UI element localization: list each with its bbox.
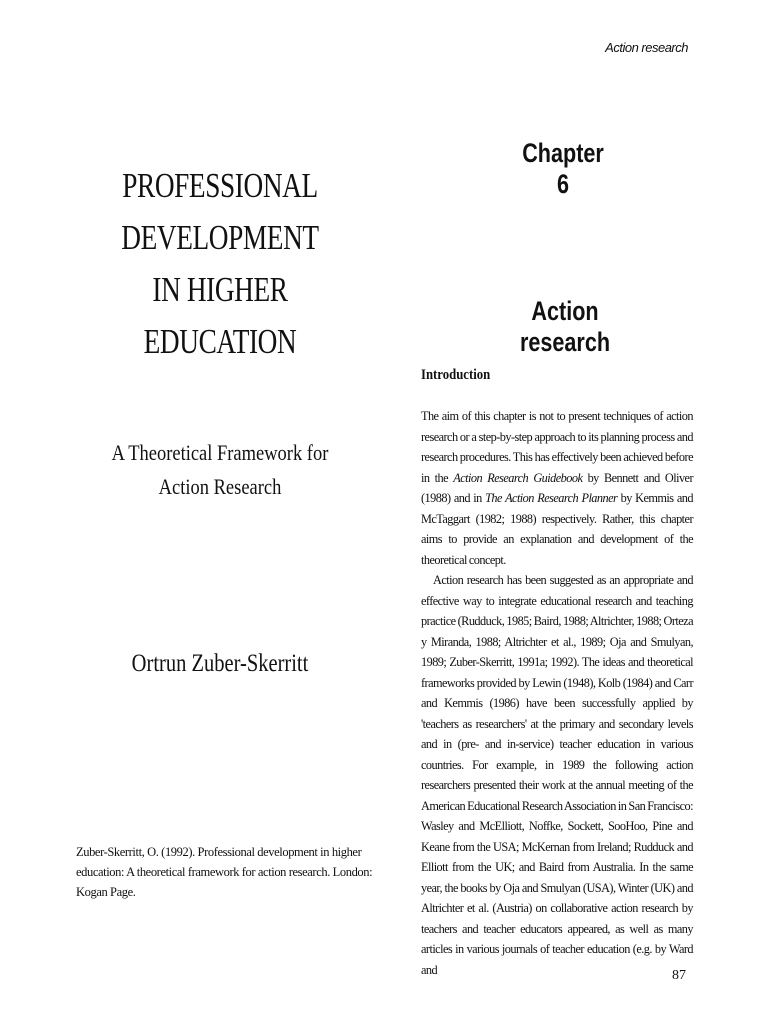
citation: Zuber-Skerritt, O. (1992). Professional development in higher education: A theoretical framework for action research. London: Kogan Page. (76, 845, 373, 899)
book-reference: Action Research Guidebook (453, 470, 583, 485)
chapter-body (421, 406, 693, 980)
book-title-line: PROFESSIONAL (122, 166, 318, 205)
book-title-line: IN HIGHER (152, 270, 288, 309)
book-author: Ortrun Zuber-Skerritt (131, 650, 309, 677)
book-subtitle-line: A Theoretical Framework for (111, 440, 329, 465)
section-heading: Introduction (421, 367, 491, 383)
running-head: Action research (605, 40, 688, 55)
chapter-label: Chapter 6 (522, 138, 604, 199)
book-title-line: DEVELOPMENT (121, 218, 319, 257)
book-title-line: EDUCATION (143, 322, 297, 361)
book-subtitle (86, 436, 355, 504)
body-text: The aim of this chapter is not to present techniques of action research or a step-by-step approach to its planning process and research procedures. This has effectively been achieved before in the (421, 409, 693, 485)
book-reference: The Action Research Planner (485, 491, 618, 505)
title-page-column (60, 160, 380, 678)
body-paragraph (421, 406, 693, 570)
body-paragraph: Action research has been suggested as an appropriate and effective way to integrate educational research and teaching practice (Rudduck, 1985; Baird, 1988; Altrichter, 1988; Orteza y Miranda, 1988; Altrichter et al., 1989; Oja and Smulyan, 1989; Zuber-Skerritt, 1991a; 1992). The ideas and theoretical frameworks provided by Lewin (1948), Kolb (1984) and Carr and Kemmis (1986) have been successfully applied by 'teachers as researchers' at the primary and secondary levels and in (pre- and in-service) teacher education in various countries. For example, in 1989 the following action researchers presented their work at the annual meeting of the American Educational Research Association in San Francisco: Wasley and McElliott, Noffke, Sockett, SooHoo, Pine and Keane from the USA; McKernan from Ireland; Rudduck and Elliott from the UK; and Baird from Australia. In the same year, the books by Oja and Smulyan (USA), Winter (UK) and Altrichter et al. (Austria) on collaborative action research by teachers and teacher educators appeared, as well as many articles in various journals of teacher education (e.g. by Ward and (421, 573, 693, 977)
book-title (95, 160, 345, 368)
book-subtitle-line: Action Research (158, 474, 282, 499)
page-number: 87 (672, 968, 686, 983)
body-text: by Kemmis and McTaggart (1982; 1988) respectively. Rather, this chapter aims to provide an explanation and development of the theoretical concept. (421, 491, 693, 567)
body-text: by Bennett and Oliver (1988) and in (421, 470, 693, 505)
chapter-title: Action research (519, 296, 611, 357)
